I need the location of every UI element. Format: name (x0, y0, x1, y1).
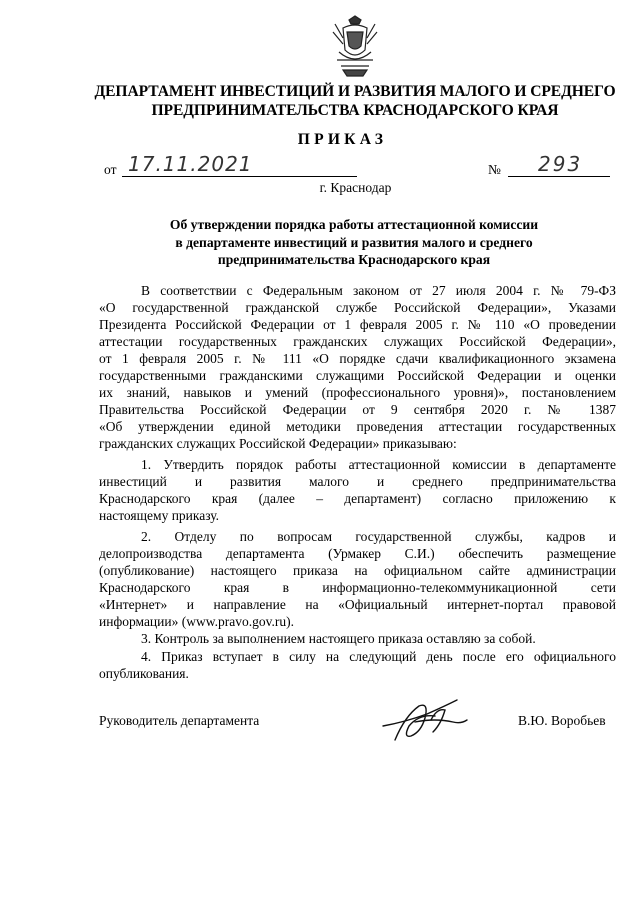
subject-line2: в департаменте инвестиций и развития малого и среднего (175, 234, 533, 250)
body-line: «Интернет» и направление на «Официальный интернет-портал правовой (99, 597, 616, 612)
body-line: опубликования. (99, 666, 189, 681)
organization-title-line2: ПРЕДПРИНИМАТЕЛЬСТВА КРАСНОДАРСКОГО КРАЯ (151, 102, 559, 119)
body-line: 4. Приказ вступает в силу на следующий день после его официального (141, 649, 616, 664)
body-line: делопроизводства департамента (Урмакер С.И.) обеспечить размещение (99, 546, 616, 561)
body-line: гражданских служащих Российской Федерации» приказываю: (99, 436, 457, 451)
body-line: их знаний, навыков и умений (профессионального уровня)», постановлением (99, 385, 616, 400)
organization-title-line1: ДЕПАРТАМЕНТ ИНВЕСТИЦИЙ И РАЗВИТИЯ МАЛОГО И СРЕДНЕГО (94, 83, 616, 100)
order-number: 293 (538, 152, 583, 176)
order-subject (94, 216, 614, 269)
subject-line1: Об утверждении порядка работы аттестационной комиссии (169, 217, 539, 232)
order-date: 17.11.2021 (128, 152, 253, 176)
subject-line3: предпринимательства Краснодарского края (217, 252, 491, 267)
body-line: аттестации государственных гражданских служащих Российской Федерации», (99, 334, 616, 349)
body-line: 3. Контроль за выполнением настоящего приказа оставляю за собой. (141, 631, 536, 646)
signatory-role: Руководитель департамента (99, 713, 260, 728)
body-line: Президента Российской Федерации от 1 февраля 2005 г. № 110 «О проведении (99, 317, 616, 332)
number-underline (508, 176, 610, 177)
signatory-name: В.Ю. Воробьев (518, 713, 606, 728)
body-line: В соответствии с Федеральным законом от 27 июля 2004 г. № 79-ФЗ (141, 283, 616, 298)
body-line: Краснодарского края (далее – департамент) согласно приложению к (99, 491, 616, 506)
body-line: 2. Отделу по вопросам государственной службы, кадров и (141, 529, 616, 544)
number-prefix: № (488, 162, 501, 177)
date-prefix: от (104, 162, 117, 177)
city: г. Краснодар (319, 180, 392, 195)
body-line: настоящему приказу. (99, 508, 220, 523)
date-number-row (104, 154, 584, 180)
body-line: «О государственной гражданской службе Российской Федерации», Указами (99, 300, 616, 315)
body-line: Краснодарского края в информационно-телекоммуникационной сети (99, 580, 616, 595)
body-line: 1. Утвердить порядок работы аттестационной комиссии в департаменте (141, 457, 616, 472)
body-line: Правительства Российской Федерации от 9 сентября 2020 г. № 1387 (99, 402, 616, 417)
body-line: «Об утверждении единой методики проведения аттестации государственных (99, 419, 616, 434)
body-line: инвестиций и развития малого и среднего предпринимательства (99, 474, 616, 489)
date-underline (122, 176, 357, 177)
body-line: информации» (www.pravo.gov.ru). (99, 614, 294, 629)
handwritten-signature-icon (375, 696, 475, 744)
body-line: от 1 февраля 2005 г. № 111 «О порядке сдачи квалификационного экзамена (99, 351, 616, 366)
organization-title (70, 82, 639, 120)
body-line: (опубликование) настоящего приказа на официальном сайте администрации (99, 563, 616, 578)
coat-of-arms-icon (329, 14, 381, 80)
body-line: государственными гражданскими служащими Российской Федерации и оценки (99, 368, 616, 383)
document-type: ПРИКАЗ (297, 131, 388, 148)
